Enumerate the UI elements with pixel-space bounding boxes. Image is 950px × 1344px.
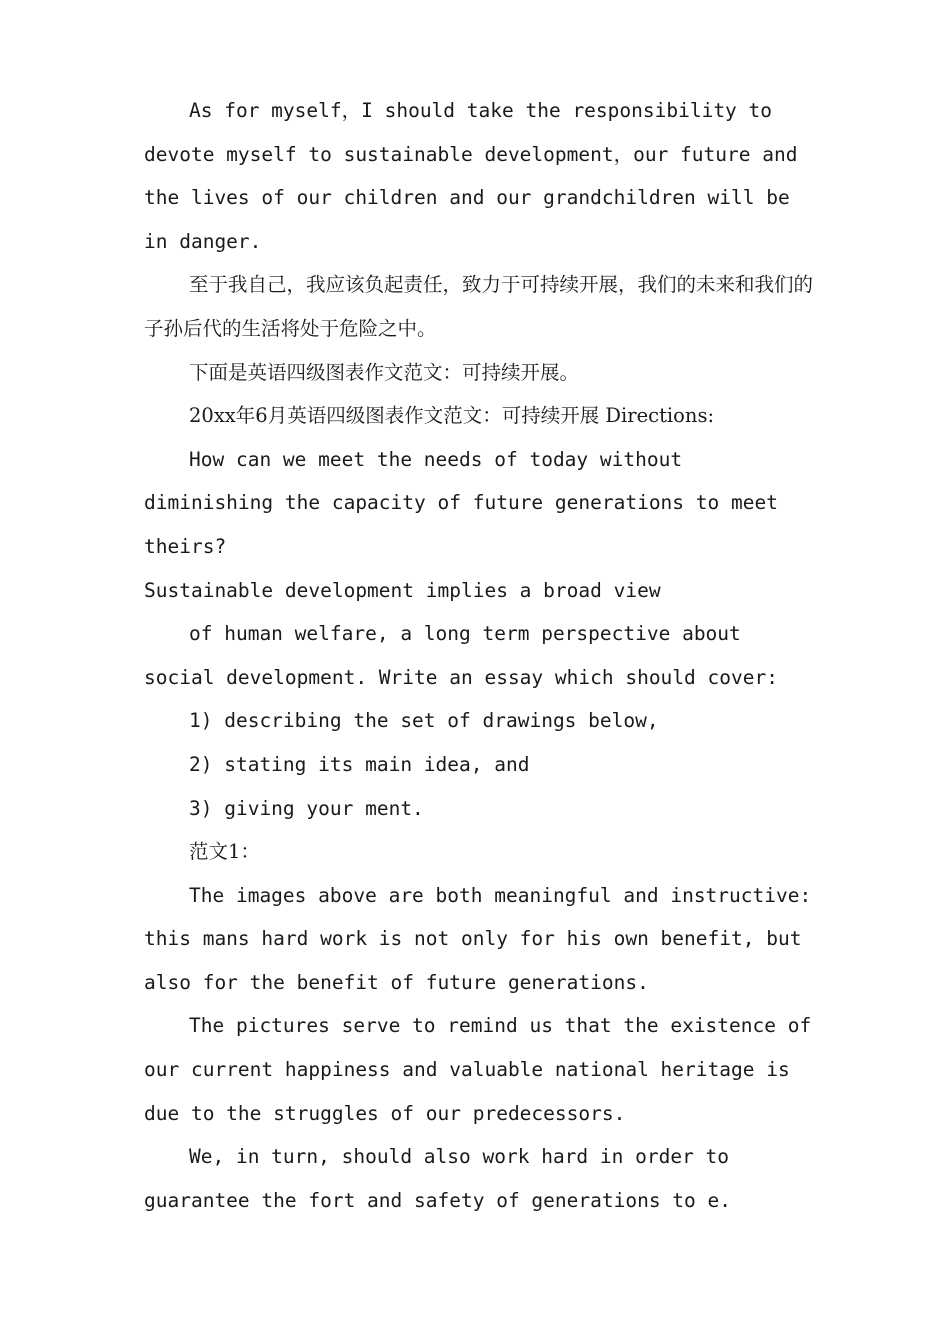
- instruction-item-3: 3) giving your ment.: [189, 796, 424, 820]
- paragraph-instructions: of human welfare, a long term perspective about social development. Write an essay which should cover:: [144, 622, 778, 689]
- paragraph-intro-zh: 下面是英语四级图表作文范文：可持续开展。: [189, 360, 580, 384]
- paragraph-question: How can we meet the needs of today without diminishing the capacity of future generations to meet theirs?: [144, 447, 778, 558]
- paragraph-responsibility-zh: 至于我自己，我应该负起责任，致力于可持续开展，我们的未来和我们的子孙后代的生活将处于危险之中。: [144, 273, 814, 340]
- instruction-item-1: 1) describing the set of drawings below,: [189, 709, 659, 733]
- paragraph-work-hard: We, in turn, should also work hard in order to guarantee the fort and safety of generations to e.: [144, 1145, 731, 1212]
- paragraph-pictures-remind: The pictures serve to remind us that the existence of our current happiness and valuable national heritage is due to the struggles of our predecessors.: [144, 1014, 812, 1125]
- document-body: [144, 89, 816, 1222]
- paragraph-responsibility-en: As for myself，I should take the responsibility to devote myself to sustainable development，our future and the lives of our children and our grandchildren will be in danger.: [144, 99, 798, 253]
- instruction-item-2: 2) stating its main idea, and: [189, 752, 530, 776]
- sample-essay-label: 范文1：: [189, 840, 260, 864]
- paragraph-implication: Sustainable development implies a broad view: [144, 578, 661, 602]
- paragraph-essay-heading: 20xx年6月英语四级图表作文范文：可持续开展 Directions:: [189, 404, 715, 428]
- paragraph-images-meaning: The images above are both meaningful and instructive: this mans hard work is not only for his own benefit, but also for the benefit of future generations.: [144, 883, 812, 994]
